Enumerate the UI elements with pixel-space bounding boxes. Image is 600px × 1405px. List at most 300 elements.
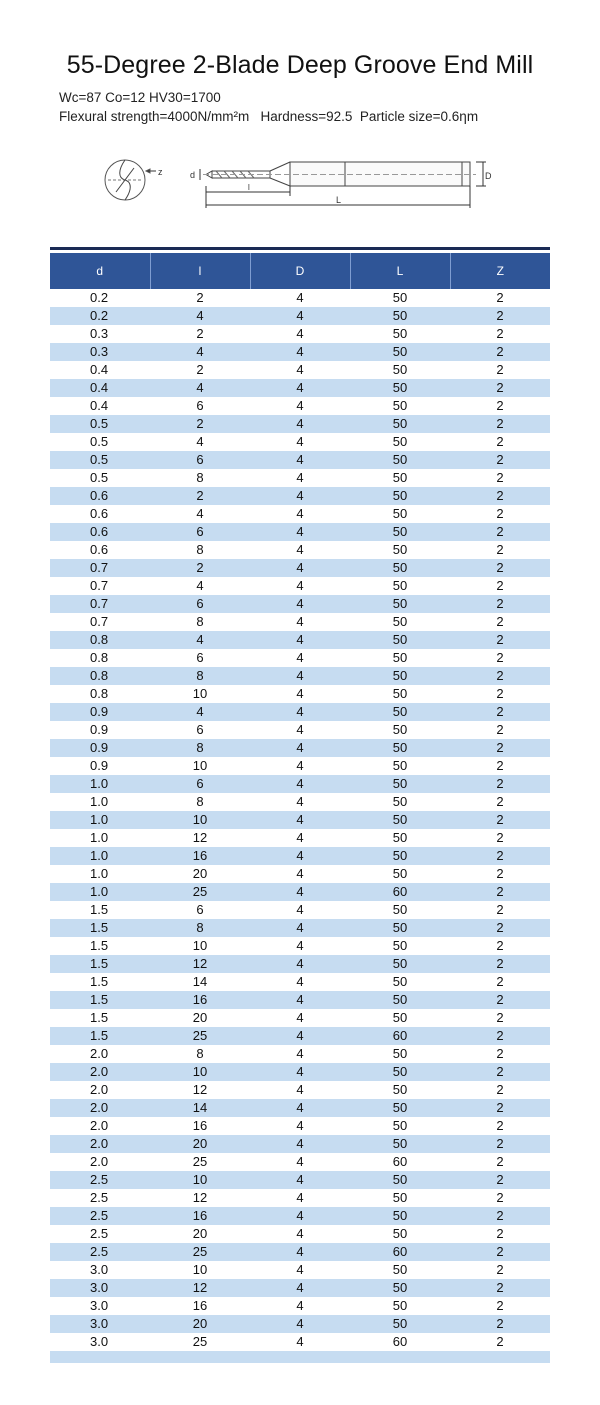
cell-Z: 2 [450, 721, 550, 739]
page-title: 55-Degree 2-Blade Deep Groove End Mill [66, 50, 534, 79]
cell-d: 2.5 [50, 1189, 150, 1207]
label-L: L [336, 195, 342, 205]
cell-l: 16 [150, 847, 250, 865]
cell-L: 50 [350, 433, 450, 451]
cell-L: 60 [350, 1153, 450, 1171]
cell-d: 0.9 [50, 739, 150, 757]
cell-l: 8 [150, 919, 250, 937]
cell-l: 10 [150, 685, 250, 703]
cell-l: 8 [150, 613, 250, 631]
cell-d: 0.7 [50, 577, 150, 595]
label-l: l [248, 183, 250, 192]
cell-l: 4 [150, 307, 250, 325]
cell-l: 25 [150, 1333, 250, 1351]
cell-d: 3.0 [50, 1261, 150, 1279]
cell-L: 50 [350, 667, 450, 685]
cell-D: 4 [250, 1297, 350, 1315]
table-row [50, 955, 550, 973]
cell-Z: 2 [450, 973, 550, 991]
cell-Z: 2 [450, 325, 550, 343]
cell-D: 4 [250, 793, 350, 811]
cell-Z: 2 [450, 1261, 550, 1279]
table-row [50, 775, 550, 793]
cell-Z: 2 [450, 469, 550, 487]
cell-Z: 2 [450, 397, 550, 415]
cell-l: 6 [150, 397, 250, 415]
table-row [50, 379, 550, 397]
cell-L: 50 [350, 973, 450, 991]
cell-D: 4 [250, 1027, 350, 1045]
label-D: D [485, 171, 492, 181]
cell-d: 0.6 [50, 523, 150, 541]
cell-L: 50 [350, 1045, 450, 1063]
cell-L: 50 [350, 397, 450, 415]
table-row [50, 1027, 550, 1045]
cell-D: 4 [250, 973, 350, 991]
cell-Z: 2 [450, 1099, 550, 1117]
cell-L: 50 [350, 1117, 450, 1135]
cell-l: 2 [150, 325, 250, 343]
cell-d: 2.0 [50, 1063, 150, 1081]
cell-d: 2.5 [50, 1243, 150, 1261]
cell-L: 50 [350, 1063, 450, 1081]
cell-L: 50 [350, 739, 450, 757]
table-row [50, 577, 550, 595]
label-d: d [190, 170, 196, 180]
table-row [50, 1045, 550, 1063]
table-row [50, 937, 550, 955]
cell-d: 0.5 [50, 415, 150, 433]
cell-L: 50 [350, 415, 450, 433]
cell-L: 50 [350, 1171, 450, 1189]
cell-L: 50 [350, 505, 450, 523]
table-row [50, 1063, 550, 1081]
cell-d: 0.4 [50, 379, 150, 397]
table-row [50, 433, 550, 451]
table-row [50, 307, 550, 325]
table-row [50, 595, 550, 613]
cell-Z: 2 [450, 1117, 550, 1135]
cell-D: 4 [250, 829, 350, 847]
cell-D: 4 [250, 433, 350, 451]
cell-l: 16 [150, 1207, 250, 1225]
cell-L: 50 [350, 1297, 450, 1315]
cell-L: 50 [350, 1189, 450, 1207]
cell-L: 50 [350, 307, 450, 325]
cell-d: 0.4 [50, 361, 150, 379]
cell-Z: 2 [450, 775, 550, 793]
table-row [50, 793, 550, 811]
cell-d: 2.5 [50, 1171, 150, 1189]
cell-D: 4 [250, 1045, 350, 1063]
table-row [50, 685, 550, 703]
cell-D: 4 [250, 541, 350, 559]
cell-D: 4 [250, 1207, 350, 1225]
table-row [50, 1099, 550, 1117]
table-row [50, 1153, 550, 1171]
cell-l: 25 [150, 1153, 250, 1171]
cell-Z: 2 [450, 1189, 550, 1207]
cell-Z: 2 [450, 829, 550, 847]
cell-L: 50 [350, 631, 450, 649]
cell-Z: 2 [450, 649, 550, 667]
table-row [50, 919, 550, 937]
cell-D: 4 [250, 523, 350, 541]
cell-L: 50 [350, 1225, 450, 1243]
cell-l: 8 [150, 667, 250, 685]
cell-d: 0.6 [50, 505, 150, 523]
cell-l: 20 [150, 865, 250, 883]
cell-L: 50 [350, 811, 450, 829]
table-row [50, 613, 550, 631]
cell-Z: 2 [450, 901, 550, 919]
header-D: D [250, 253, 350, 289]
cell-D: 4 [250, 1189, 350, 1207]
table-row [50, 325, 550, 343]
cell-L: 50 [350, 1099, 450, 1117]
spec-block [59, 88, 478, 126]
cell-d: 0.3 [50, 325, 150, 343]
table-row [50, 1081, 550, 1099]
cell-Z: 2 [450, 847, 550, 865]
cell-l: 12 [150, 955, 250, 973]
cell-D: 4 [250, 811, 350, 829]
cell-d: 2.0 [50, 1099, 150, 1117]
cell-D: 4 [250, 613, 350, 631]
cell-Z: 2 [450, 919, 550, 937]
cell-Z: 2 [450, 343, 550, 361]
cell-L: 50 [350, 595, 450, 613]
table-row [50, 847, 550, 865]
cell-Z: 2 [450, 505, 550, 523]
cell-L: 50 [350, 919, 450, 937]
cell-l: 6 [150, 523, 250, 541]
table-row [50, 991, 550, 1009]
table-row [50, 649, 550, 667]
cell-L: 50 [350, 361, 450, 379]
cell-l: 10 [150, 1261, 250, 1279]
table-row [50, 1135, 550, 1153]
cell-L: 50 [350, 901, 450, 919]
cell-l: 12 [150, 1081, 250, 1099]
cell-Z: 2 [450, 955, 550, 973]
cell-L: 50 [350, 487, 450, 505]
cell-l: 2 [150, 361, 250, 379]
cell-Z: 2 [450, 1225, 550, 1243]
cell-D: 4 [250, 577, 350, 595]
cell-L: 50 [350, 343, 450, 361]
cell-D: 4 [250, 937, 350, 955]
cell-Z: 2 [450, 991, 550, 1009]
table-row [50, 559, 550, 577]
header-L: L [350, 253, 450, 289]
table-row [50, 1117, 550, 1135]
cell-L: 50 [350, 613, 450, 631]
end-view-icon [105, 160, 156, 200]
cell-l: 4 [150, 703, 250, 721]
cell-L: 50 [350, 991, 450, 1009]
cell-Z: 2 [450, 739, 550, 757]
cell-L: 50 [350, 1207, 450, 1225]
cell-d: 0.8 [50, 649, 150, 667]
cell-d: 1.0 [50, 811, 150, 829]
table-row [50, 1189, 550, 1207]
cell-d: 3.0 [50, 1297, 150, 1315]
cell-L: 50 [350, 325, 450, 343]
cell-l: 16 [150, 1297, 250, 1315]
cell-D: 4 [250, 685, 350, 703]
cell-L: 50 [350, 289, 450, 307]
cell-Z: 2 [450, 757, 550, 775]
table-row [50, 451, 550, 469]
cell-l: 10 [150, 757, 250, 775]
cell-L: 50 [350, 577, 450, 595]
table-row [50, 1207, 550, 1225]
table-row [50, 469, 550, 487]
spec-line-properties: Flexural strength=4000N/mm²m Hardness=92.5 Particle size=0.6ηm [59, 109, 479, 124]
table-row [50, 343, 550, 361]
cell-L: 50 [350, 703, 450, 721]
cell-Z: 2 [450, 1207, 550, 1225]
cell-D: 4 [250, 1153, 350, 1171]
cell-L: 50 [350, 1081, 450, 1099]
cell-L: 50 [350, 775, 450, 793]
cell-Z: 2 [450, 487, 550, 505]
spec-table [50, 253, 550, 1363]
table-row [50, 1261, 550, 1279]
cell-Z: 2 [450, 433, 550, 451]
cell-d: 1.5 [50, 991, 150, 1009]
cell-l: 4 [150, 505, 250, 523]
cell-L: 50 [350, 541, 450, 559]
cell-L: 50 [350, 1315, 450, 1333]
cell-d: 0.5 [50, 451, 150, 469]
cell-L: 50 [350, 559, 450, 577]
cell-d: 1.0 [50, 829, 150, 847]
cell-Z: 2 [450, 523, 550, 541]
cell-L: 50 [350, 955, 450, 973]
cell-l: 4 [150, 433, 250, 451]
cell-l: 2 [150, 415, 250, 433]
table-row [50, 1333, 550, 1351]
cell-D: 4 [250, 397, 350, 415]
cell-d: 2.0 [50, 1153, 150, 1171]
cell-Z: 2 [450, 1315, 550, 1333]
cell-d: 1.5 [50, 955, 150, 973]
cell-d: 1.0 [50, 775, 150, 793]
cell-l: 8 [150, 469, 250, 487]
cell-D: 4 [250, 1261, 350, 1279]
cell-d: 0.2 [50, 307, 150, 325]
table-row [50, 703, 550, 721]
cell-D: 4 [250, 1225, 350, 1243]
cell-d: 2.5 [50, 1207, 150, 1225]
cell-d: 0.8 [50, 631, 150, 649]
cell-d: 1.5 [50, 937, 150, 955]
cell-l: 16 [150, 991, 250, 1009]
cell-L: 50 [350, 469, 450, 487]
cell-l: 25 [150, 1243, 250, 1261]
cell-D: 4 [250, 343, 350, 361]
table-row [50, 811, 550, 829]
cell-L: 60 [350, 1333, 450, 1351]
cell-Z: 2 [450, 361, 550, 379]
cell-d: 1.5 [50, 919, 150, 937]
cell-L: 50 [350, 1279, 450, 1297]
table-row [50, 415, 550, 433]
cell-l: 6 [150, 775, 250, 793]
footer-band-cell [50, 1351, 550, 1363]
cell-d: 2.0 [50, 1117, 150, 1135]
cell-d: 0.8 [50, 685, 150, 703]
cell-L: 50 [350, 721, 450, 739]
table-row [50, 721, 550, 739]
cell-l: 20 [150, 1009, 250, 1027]
cell-D: 4 [250, 631, 350, 649]
cell-D: 4 [250, 847, 350, 865]
cell-d: 1.5 [50, 973, 150, 991]
cell-d: 1.0 [50, 847, 150, 865]
table-row [50, 829, 550, 847]
cell-Z: 2 [450, 1297, 550, 1315]
cell-Z: 2 [450, 379, 550, 397]
table-row [50, 397, 550, 415]
table-body [50, 289, 550, 1363]
cell-l: 14 [150, 973, 250, 991]
cell-D: 4 [250, 415, 350, 433]
cell-Z: 2 [450, 1009, 550, 1027]
cell-Z: 2 [450, 541, 550, 559]
table-row [50, 1279, 550, 1297]
cell-L: 50 [350, 847, 450, 865]
cell-L: 60 [350, 1027, 450, 1045]
cell-D: 4 [250, 325, 350, 343]
table-row [50, 1297, 550, 1315]
cell-D: 4 [250, 757, 350, 775]
cell-D: 4 [250, 703, 350, 721]
cell-d: 0.6 [50, 541, 150, 559]
cell-Z: 2 [450, 811, 550, 829]
table-footer-band [50, 1351, 550, 1363]
header-Z: Z [450, 253, 550, 289]
end-mill-diagram [0, 150, 600, 220]
cell-l: 14 [150, 1099, 250, 1117]
cell-D: 4 [250, 487, 350, 505]
spec-line-material: Wc=87 Co=12 HV30=1700 [59, 90, 221, 105]
cell-L: 50 [350, 829, 450, 847]
table-row [50, 757, 550, 775]
cell-D: 4 [250, 1333, 350, 1351]
cell-L: 50 [350, 523, 450, 541]
cell-L: 50 [350, 793, 450, 811]
cell-Z: 2 [450, 307, 550, 325]
table-row [50, 739, 550, 757]
label-z: z [158, 167, 163, 177]
cell-d: 0.7 [50, 595, 150, 613]
cell-D: 4 [250, 883, 350, 901]
header-l: l [150, 253, 250, 289]
cell-Z: 2 [450, 937, 550, 955]
cell-D: 4 [250, 955, 350, 973]
cell-D: 4 [250, 739, 350, 757]
cell-d: 1.0 [50, 883, 150, 901]
cell-l: 8 [150, 793, 250, 811]
cell-d: 1.5 [50, 1027, 150, 1045]
cell-D: 4 [250, 1117, 350, 1135]
cell-Z: 2 [450, 559, 550, 577]
cell-L: 50 [350, 685, 450, 703]
cell-Z: 2 [450, 289, 550, 307]
table-row [50, 487, 550, 505]
cell-Z: 2 [450, 883, 550, 901]
cell-l: 25 [150, 1027, 250, 1045]
table-row [50, 289, 550, 307]
table-row [50, 883, 550, 901]
cell-l: 2 [150, 289, 250, 307]
cell-D: 4 [250, 1171, 350, 1189]
cell-D: 4 [250, 775, 350, 793]
cell-l: 2 [150, 487, 250, 505]
cell-l: 4 [150, 343, 250, 361]
cell-d: 0.7 [50, 559, 150, 577]
cell-L: 50 [350, 451, 450, 469]
cell-D: 4 [250, 1315, 350, 1333]
table-row [50, 1171, 550, 1189]
cell-D: 4 [250, 469, 350, 487]
cell-d: 0.5 [50, 469, 150, 487]
cell-l: 6 [150, 721, 250, 739]
cell-L: 50 [350, 937, 450, 955]
cell-l: 2 [150, 559, 250, 577]
cell-l: 4 [150, 631, 250, 649]
cell-d: 3.0 [50, 1315, 150, 1333]
cell-l: 12 [150, 829, 250, 847]
cell-Z: 2 [450, 595, 550, 613]
cell-d: 1.5 [50, 1009, 150, 1027]
cell-L: 60 [350, 883, 450, 901]
cell-Z: 2 [450, 631, 550, 649]
cell-d: 0.2 [50, 289, 150, 307]
cell-l: 20 [150, 1225, 250, 1243]
cell-d: 0.9 [50, 757, 150, 775]
cell-D: 4 [250, 1135, 350, 1153]
table-row [50, 631, 550, 649]
table-row [50, 1225, 550, 1243]
cell-l: 6 [150, 649, 250, 667]
cell-l: 8 [150, 541, 250, 559]
cell-L: 50 [350, 757, 450, 775]
cell-D: 4 [250, 1279, 350, 1297]
cell-Z: 2 [450, 577, 550, 595]
table-row [50, 505, 550, 523]
cell-D: 4 [250, 1063, 350, 1081]
cell-d: 2.0 [50, 1081, 150, 1099]
cell-l: 10 [150, 1063, 250, 1081]
cell-D: 4 [250, 667, 350, 685]
side-view-icon [200, 162, 486, 208]
cell-L: 50 [350, 865, 450, 883]
cell-D: 4 [250, 721, 350, 739]
cell-l: 10 [150, 811, 250, 829]
cell-D: 4 [250, 1099, 350, 1117]
cell-Z: 2 [450, 415, 550, 433]
cell-D: 4 [250, 379, 350, 397]
cell-l: 6 [150, 901, 250, 919]
cell-d: 2.0 [50, 1045, 150, 1063]
cell-Z: 2 [450, 1153, 550, 1171]
cell-Z: 2 [450, 1279, 550, 1297]
cell-Z: 2 [450, 793, 550, 811]
